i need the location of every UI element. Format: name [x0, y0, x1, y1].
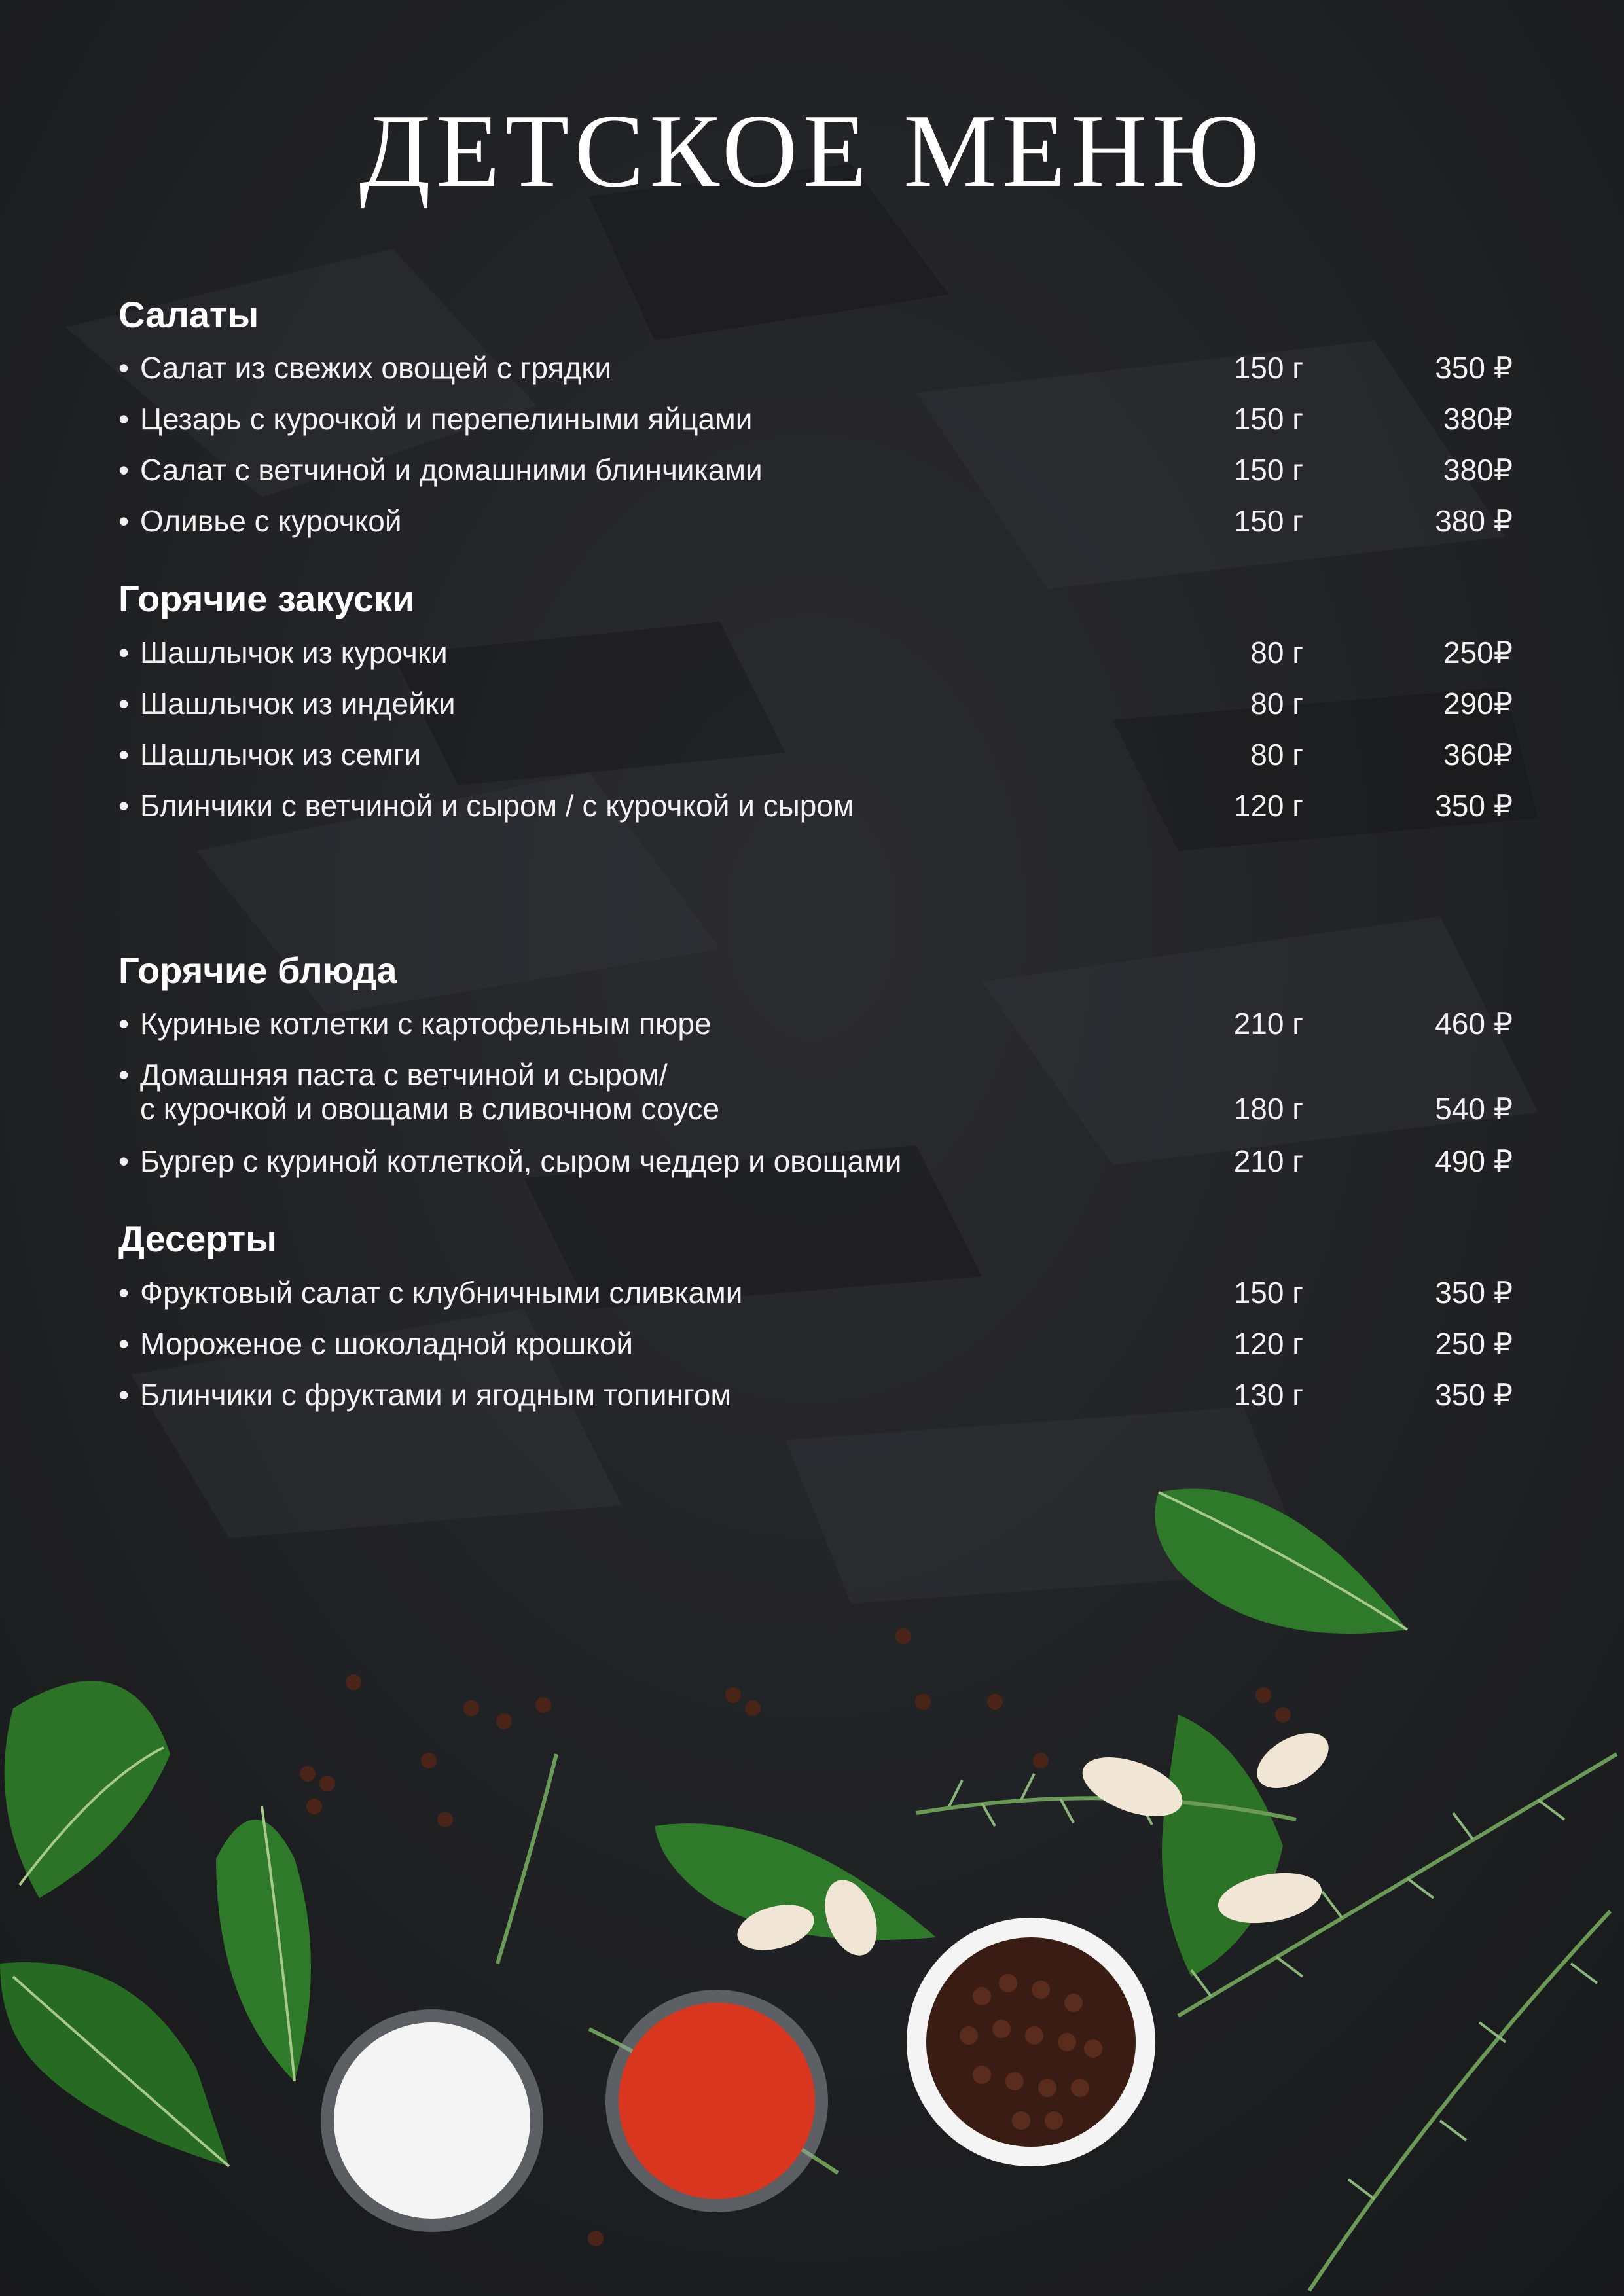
item-name: Блинчики с ветчиной и сыром / с курочкой и сыром	[140, 789, 854, 823]
item-name: Оливье с курочкой	[140, 504, 402, 538]
item-weight: 210 г	[1233, 1007, 1303, 1041]
spices-decoration	[0, 1440, 1624, 2296]
item-name-continuation: с курочкой и овощами в сливочном соусе	[140, 1092, 720, 1126]
item-name: Цезарь с курочкой и перепелиными яйцами	[140, 402, 753, 436]
bullet: •	[118, 504, 130, 538]
menu-item	[118, 1049, 1526, 1136]
menu-item	[118, 393, 1526, 444]
item-weight: 130 г	[1233, 1378, 1303, 1412]
bay-leaf-icon	[0, 1962, 229, 2166]
bullet: •	[118, 687, 130, 721]
item-name: Домашняя паста с ветчиной и сыром/	[140, 1058, 668, 1092]
item-price: 380 ₽	[1435, 504, 1513, 538]
menu-item	[118, 1369, 1526, 1420]
page-title: ДЕТСКОЕ МЕНЮ	[359, 92, 1265, 209]
bullet: •	[118, 1327, 130, 1361]
item-price: 350 ₽	[1435, 1276, 1513, 1310]
bullet: •	[118, 636, 130, 670]
item-name: Мороженое с шоколадной крошкой	[140, 1327, 634, 1361]
item-name: Фруктовый салат с клубничными сливками	[140, 1276, 743, 1310]
bay-leaf-icon	[216, 1806, 311, 2081]
item-name: Куриные котлетки с картофельным пюре	[140, 1007, 712, 1041]
menu-item	[118, 678, 1526, 729]
item-name: Шашлычок из индейки	[140, 687, 456, 721]
item-price: 490 ₽	[1435, 1144, 1513, 1178]
menu-item	[118, 1318, 1526, 1369]
section-title-salads: Салаты	[118, 294, 259, 335]
section-title-desserts: Десерты	[118, 1218, 277, 1259]
item-name: Салат из свежих овощей с грядки	[140, 351, 612, 385]
item-price: 250₽	[1443, 636, 1513, 670]
bay-leaf-icon	[1155, 1488, 1407, 1634]
salt-bowl-icon	[321, 2009, 543, 2232]
item-weight: 180 г	[1233, 1092, 1303, 1126]
bay-leaf-icon	[1162, 1715, 1283, 1977]
paprika-bowl-icon	[605, 1990, 828, 2212]
item-price: 350 ₽	[1435, 789, 1513, 823]
bullet: •	[118, 453, 130, 487]
menu-item	[118, 1136, 1526, 1187]
item-weight: 120 г	[1233, 789, 1303, 823]
item-weight: 150 г	[1233, 351, 1303, 385]
item-weight: 210 г	[1233, 1144, 1303, 1178]
menu-item	[118, 627, 1526, 678]
item-price: 540 ₽	[1435, 1092, 1513, 1126]
item-name: Блинчики с фруктами и ягодным топингом	[140, 1378, 731, 1412]
bullet: •	[118, 1007, 130, 1041]
item-price: 360₽	[1443, 738, 1513, 772]
item-price: 350 ₽	[1435, 351, 1513, 385]
item-price: 460 ₽	[1435, 1007, 1513, 1041]
item-weight: 150 г	[1233, 453, 1303, 487]
menu-item	[118, 342, 1526, 393]
bullet: •	[118, 351, 130, 385]
item-weight: 120 г	[1233, 1327, 1303, 1361]
bullet: •	[118, 738, 130, 772]
menu-item	[118, 729, 1526, 780]
menu-item	[118, 998, 1526, 1049]
item-name: Салат с ветчиной и домашними блинчиками	[140, 453, 763, 487]
item-price: 350 ₽	[1435, 1378, 1513, 1412]
section-title-hot-snacks: Горячие закуски	[118, 578, 415, 619]
item-price: 380₽	[1443, 402, 1513, 436]
menu-item	[118, 495, 1526, 547]
item-weight: 80 г	[1250, 636, 1303, 670]
bullet: •	[118, 1144, 130, 1178]
item-weight: 80 г	[1250, 687, 1303, 721]
bullet: •	[118, 1058, 130, 1092]
bullet: •	[118, 1378, 130, 1412]
bay-leaf-icon	[5, 1681, 170, 1898]
peppercorn-bowl-icon	[907, 1918, 1155, 2166]
item-price: 290₽	[1443, 687, 1513, 721]
item-price: 380₽	[1443, 453, 1513, 487]
item-price: 250 ₽	[1435, 1327, 1513, 1361]
menu-item	[118, 444, 1526, 495]
item-name: Шашлычок из семги	[140, 738, 422, 772]
menu-item	[118, 780, 1526, 831]
item-name: Бургер с куриной котлеткой, сыром чеддер и овощами	[140, 1144, 902, 1178]
menu-item	[118, 1267, 1526, 1318]
item-name: Шашлычок из курочки	[140, 636, 448, 670]
item-weight: 80 г	[1250, 738, 1303, 772]
item-weight: 150 г	[1233, 1276, 1303, 1310]
bullet: •	[118, 402, 130, 436]
bullet: •	[118, 1276, 130, 1310]
section-title-hot-dishes: Горячие блюда	[118, 950, 397, 991]
bullet: •	[118, 789, 130, 823]
item-weight: 150 г	[1233, 402, 1303, 436]
item-weight: 150 г	[1233, 504, 1303, 538]
